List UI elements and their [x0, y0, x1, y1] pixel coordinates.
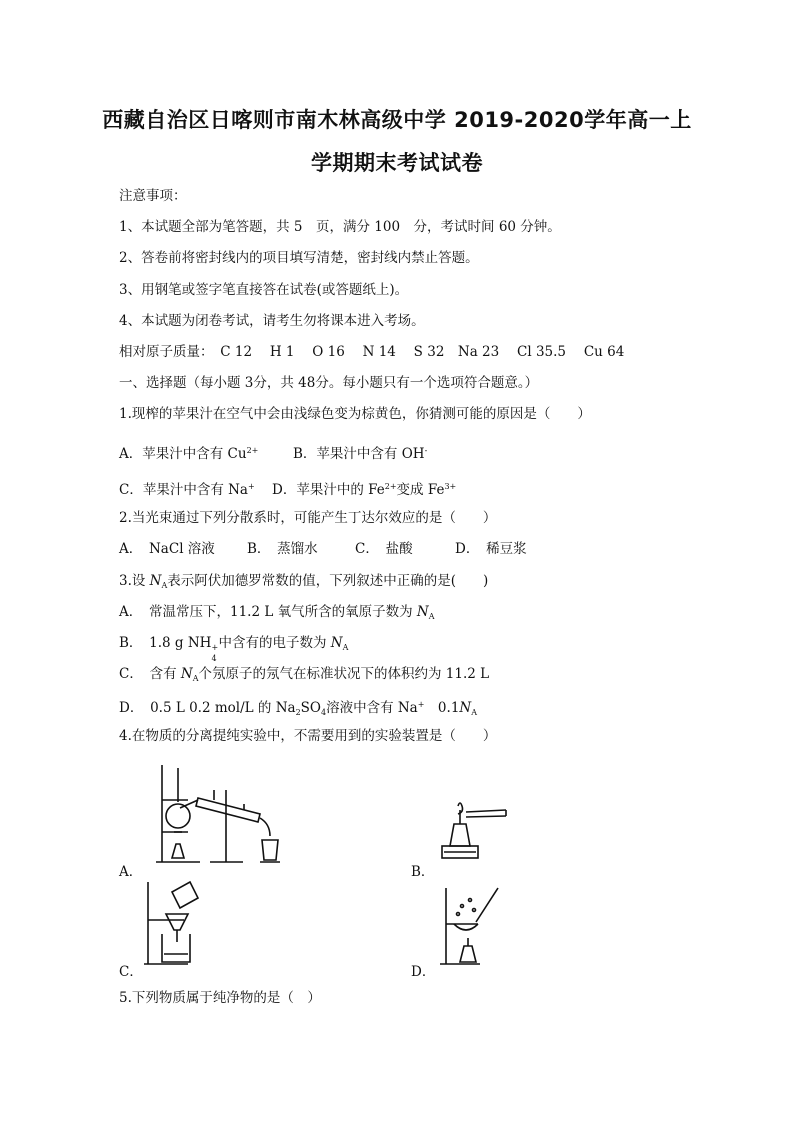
q5-stem: 5.下列物质属于纯净物的是（ ）	[119, 990, 321, 1006]
notice-item-3: 3、用钢笔或签字笔直接答在试卷(或答题纸上)。	[119, 282, 409, 298]
evaporation-apparatus-figure	[440, 884, 504, 968]
q2-option-b: B． 蒸馏水	[247, 541, 318, 557]
exam-title-line2: 学期期末考试试卷	[311, 151, 483, 175]
atomic-mass-line: 相对原子质量： C 12 H 1 O 16 N 14 S 32 Na 23 Cl 35.5 Cu 64	[119, 344, 625, 360]
notice-item-1: 1、本试题全部为笔答题，共 5 页，满分 100 分，考试时间 60 分钟。	[119, 219, 561, 235]
q1-option-c: C．苹果汁中含有 Na+	[119, 482, 255, 498]
q4-label-c: C．	[119, 964, 143, 980]
q2-stem: 2.当光束通过下列分散系时，可能产生丁达尔效应的是（ ）	[119, 510, 497, 526]
section1-heading: 一、选择题（每小题 3分，共 48分。每小题只有一个选项符合题意。）	[119, 375, 539, 391]
heating-apparatus-figure	[436, 800, 508, 860]
q3-stem: 3.设 $N_A$表示阿伏加德罗常数的值，下列叙述中正确的是( )	[119, 573, 489, 590]
q1-option-b: B．苹果汁中含有 OH-	[293, 446, 428, 462]
q4-label-b: B．	[411, 864, 435, 880]
q2-option-a: A． NaCl 溶液	[119, 541, 215, 557]
notice-heading: 注意事项：	[119, 188, 187, 204]
q4-label-d: D．	[411, 964, 436, 980]
q3-option-a: A． 常温常压下，11.2 L 氧气所含的氧原子数为 $N_A$	[119, 604, 435, 621]
q2-option-d: D． 稀豆浆	[455, 541, 527, 557]
notice-item-2: 2、答卷前将密封线内的项目填写清楚，密封线内禁止答题。	[119, 250, 479, 266]
q1-option-d: D．苹果汁中的 $Fe^{2+}$变成 $Fe^{3+}$	[272, 482, 457, 498]
q1-stem: 1.现榨的苹果汁在空气中会由浅绿色变为棕黄色，你猜测可能的原因是（ ）	[119, 406, 591, 422]
filtration-apparatus-figure	[144, 878, 204, 968]
notice-item-4: 4、本试题为闭卷考试，请考生勿将课本进入考场。	[119, 313, 425, 329]
q2-option-c: C． 盐酸	[355, 541, 413, 557]
q3-option-b: B． 1.8 g NH + 4 中含有的电子数为 $N_A$	[119, 635, 349, 663]
exam-title-line1: 西藏自治区日喀则市南木林高级中学 2019-2020学年高一上	[102, 108, 692, 132]
distillation-apparatus-figure	[148, 760, 280, 865]
q4-label-a: A．	[119, 864, 143, 880]
q4-stem: 4.在物质的分离提纯实验中，不需要用到的实验装置是（ ）	[119, 728, 497, 744]
q3-option-d: D． 0.5 L 0.2 mol/L 的 $Na_2SO_4$溶液中含有 Na+ $0.1N_A$	[119, 700, 478, 717]
q3-option-c: C． 含有 $N_A$个氖原子的氖气在标准状况下的体积约为 11.2 L	[119, 666, 490, 683]
q1-option-a: A．苹果汁中含有 $Cu^{2+}$	[119, 446, 259, 462]
